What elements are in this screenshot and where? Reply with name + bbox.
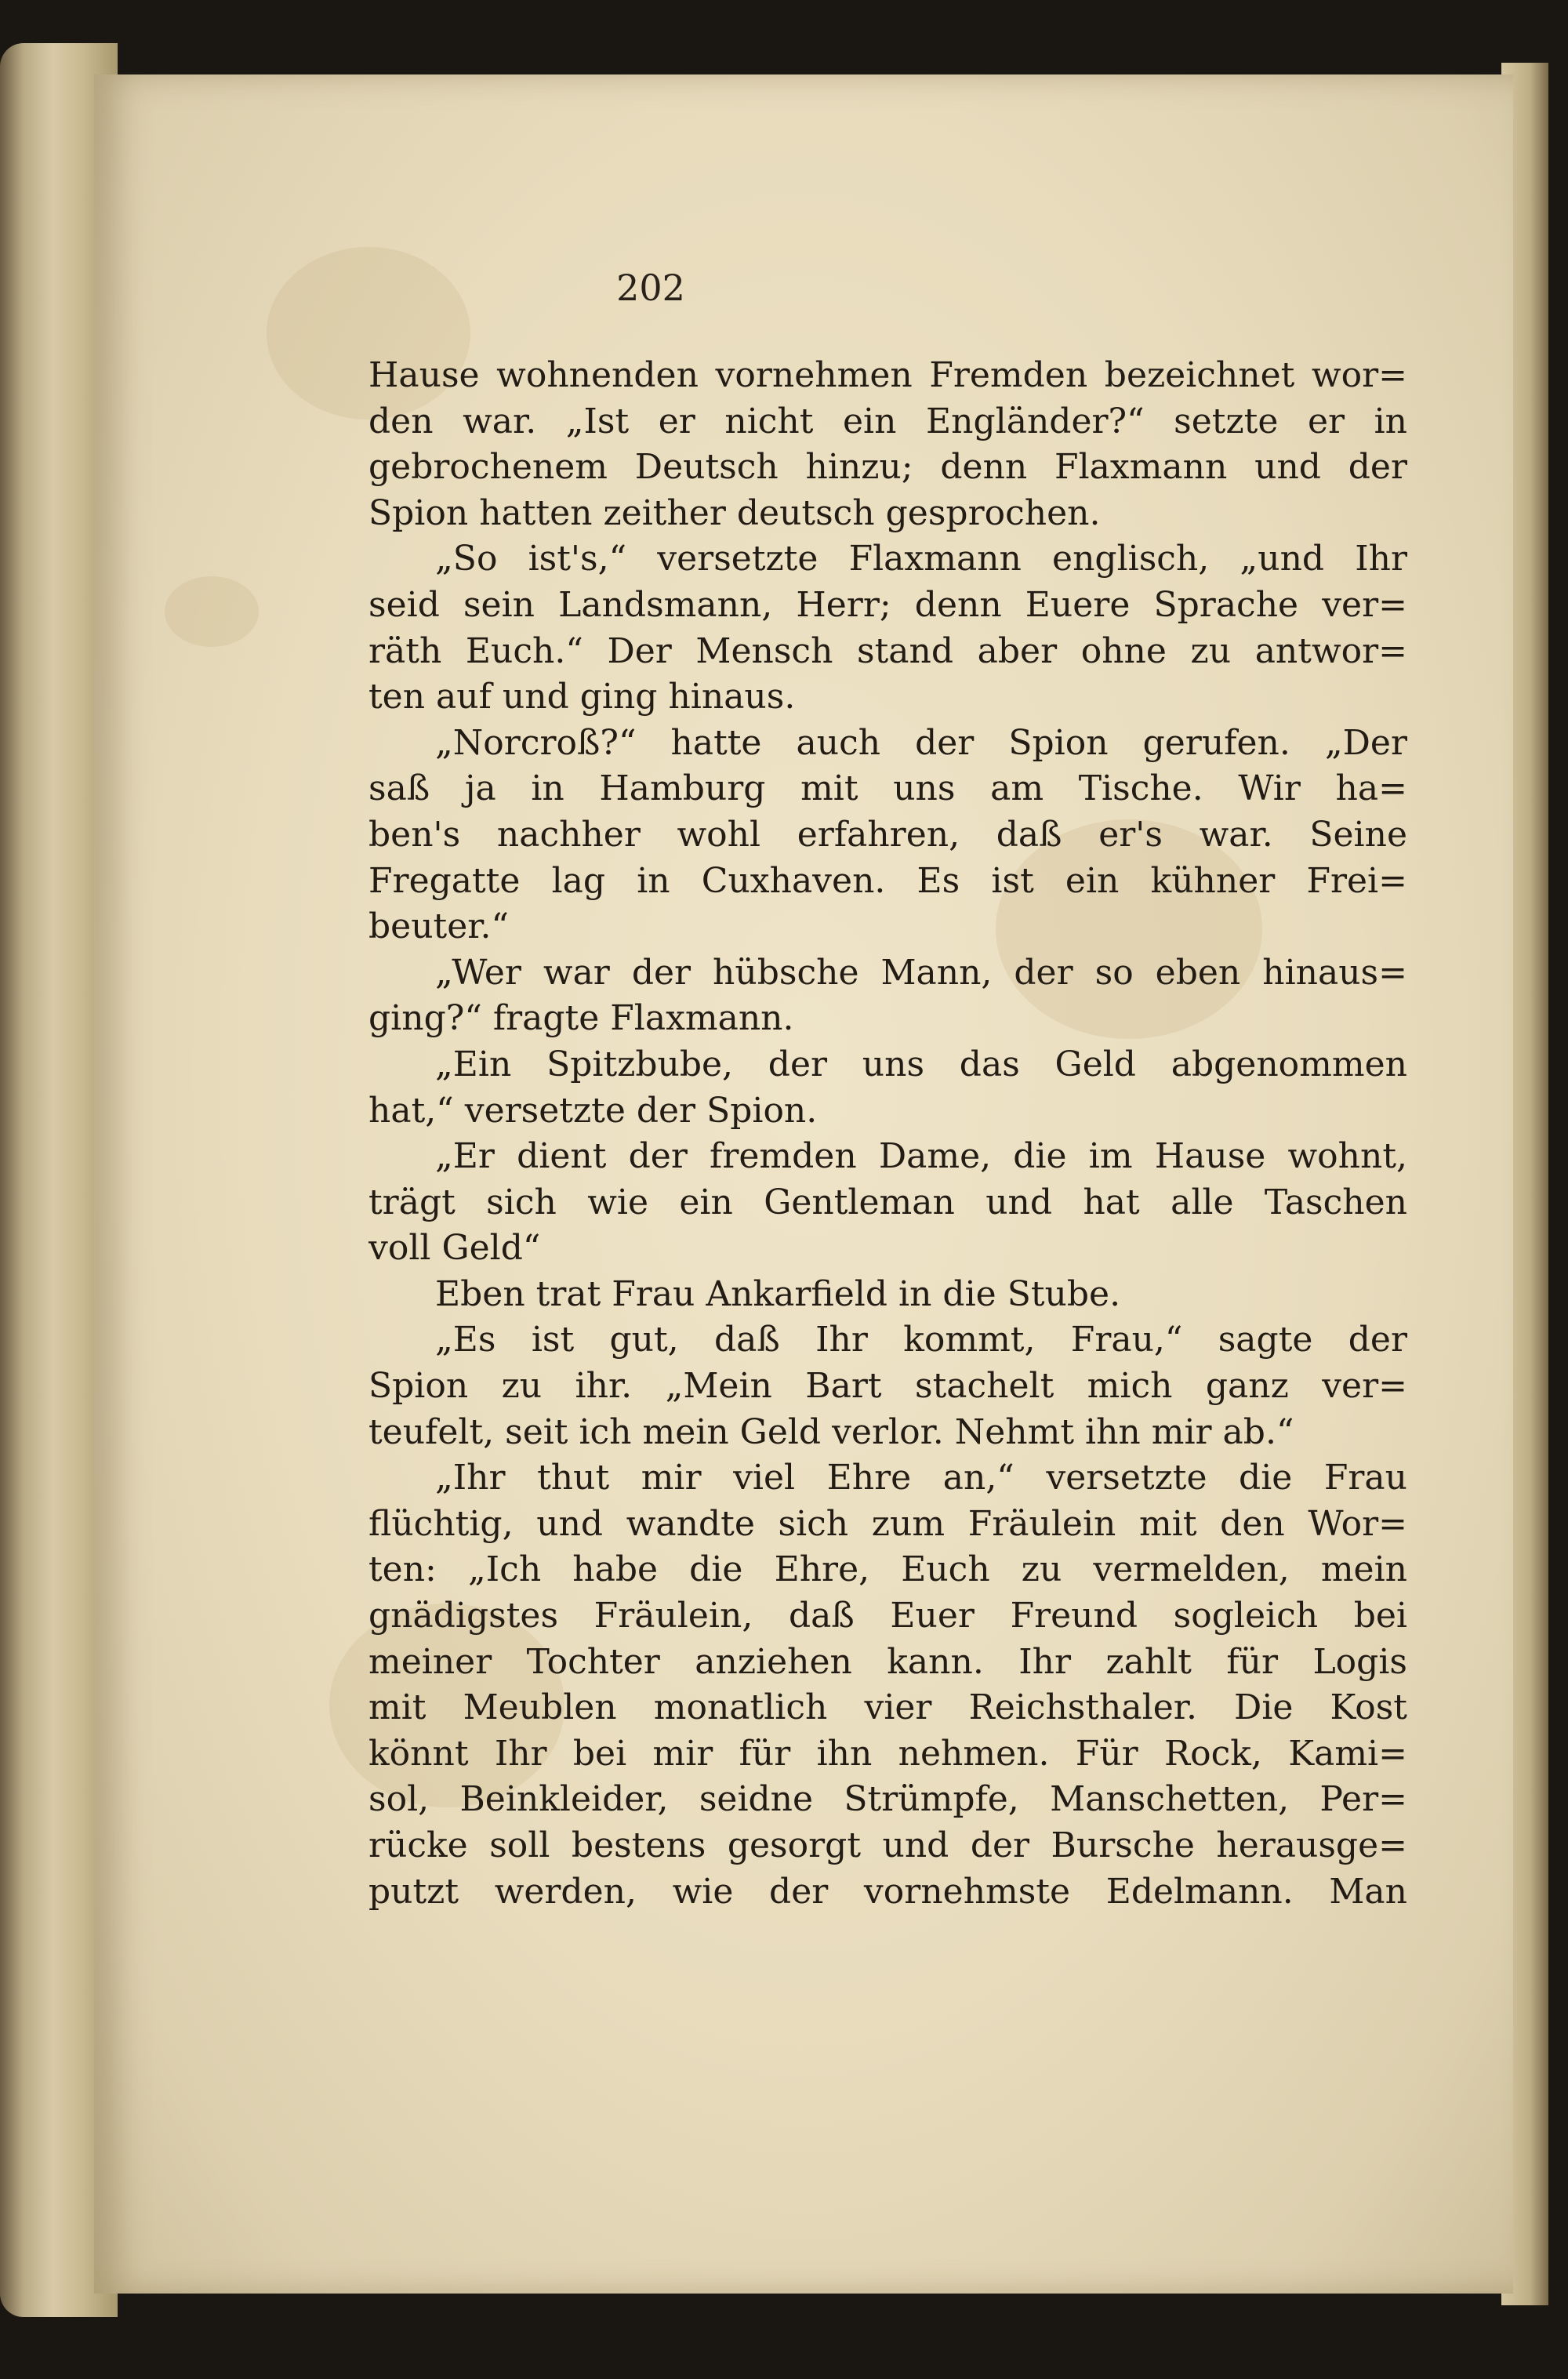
text-line: „Er dient der fremden Dame, die im Hause wohnt, <box>435 1136 1407 1177</box>
text-line: seid sein Landsmann, Herr; denn Euere Sprache ver= <box>368 584 1407 625</box>
text-line: gebrochenem Deutsch hinzu; denn Flaxmann und der <box>368 447 1407 488</box>
text-line: meiner Tochter anziehen kann. Ihr zahlt für Logis <box>368 1641 1407 1682</box>
text-line: „Ihr thut mir viel Ehre an,“ versetzte die Frau <box>435 1458 1407 1498</box>
text-line: ging?“ fragte Flaxmann. <box>368 998 794 1039</box>
text-line: könnt Ihr bei mir für ihn nehmen. Für Rock, Kami= <box>368 1733 1407 1774</box>
text-line: Eben trat Frau Ankarfield in die Stube. <box>435 1273 1121 1314</box>
text-line: „Es ist gut, daß Ihr kommt, Frau,“ sagte der <box>435 1320 1407 1360</box>
text-line: „So ist's,“ versetzte Flaxmann englisch, „und Ihr <box>435 539 1407 579</box>
text-line: hat,“ versetzte der Spion. <box>368 1090 818 1131</box>
text-line: mit Meublen monatlich vier Reichsthaler. Die Kost <box>368 1687 1407 1728</box>
text-line: ten auf und ging hinaus. <box>368 677 796 717</box>
text-line: putzt werden, wie der vornehmste Edelmann. Man <box>368 1871 1407 1912</box>
text-line: ten: „Ich habe die Ehre, Euch zu vermelden, mein <box>368 1549 1407 1590</box>
text-line: „Ein Spitzbube, der uns das Geld abgenommen <box>435 1044 1407 1084</box>
text-line: Spion hatten zeither deutsch gesprochen. <box>368 492 1101 533</box>
text-line: Hause wohnenden vornehmen Fremden bezeichnet wor= <box>368 355 1407 395</box>
text-line: voll Geld“ <box>368 1228 541 1269</box>
text-line: ben's nachher wohl erfahren, daß er's war. Seine <box>368 814 1407 855</box>
paper-stain <box>165 576 259 647</box>
text-line: beuter.“ <box>368 906 509 947</box>
text-line: teufelt, seit ich mein Geld verlor. Nehmt ihn mir ab.“ <box>368 1411 1294 1452</box>
text-line: „Norcroß?“ hatte auch der Spion gerufen. „Der <box>435 722 1407 763</box>
text-line: flüchtig, und wandte sich zum Fräulein mit den Wor= <box>368 1503 1407 1544</box>
text-line: räth Euch.“ Der Mensch stand aber ohne zu antwor= <box>368 630 1407 671</box>
text-line: Spion zu ihr. „Mein Bart stachelt mich ganz ver= <box>368 1366 1407 1407</box>
text-line: rücke soll bestens gesorgt und der Bursche herausge= <box>368 1825 1407 1865</box>
body-text <box>368 353 1407 1915</box>
text-line: gnädigstes Fräulein, daß Euer Freund sogleich bei <box>368 1596 1407 1636</box>
text-line: den war. „Ist er nicht ein Engländer?“ setzte er in <box>368 401 1407 441</box>
text-line: trägt sich wie ein Gentleman und hat alle Taschen <box>368 1182 1407 1222</box>
page-number: 202 <box>616 267 685 309</box>
book-page <box>94 74 1513 2294</box>
text-line: Fregatte lag in Cuxhaven. Es ist ein kühner Frei= <box>368 860 1407 901</box>
text-line: sol, Beinkleider, seidne Strümpfe, Manschetten, Per= <box>368 1779 1407 1820</box>
text-line: saß ja in Hamburg mit uns am Tische. Wir ha= <box>368 768 1407 809</box>
text-line: „Wer war der hübsche Mann, der so eben hinaus= <box>435 952 1407 993</box>
